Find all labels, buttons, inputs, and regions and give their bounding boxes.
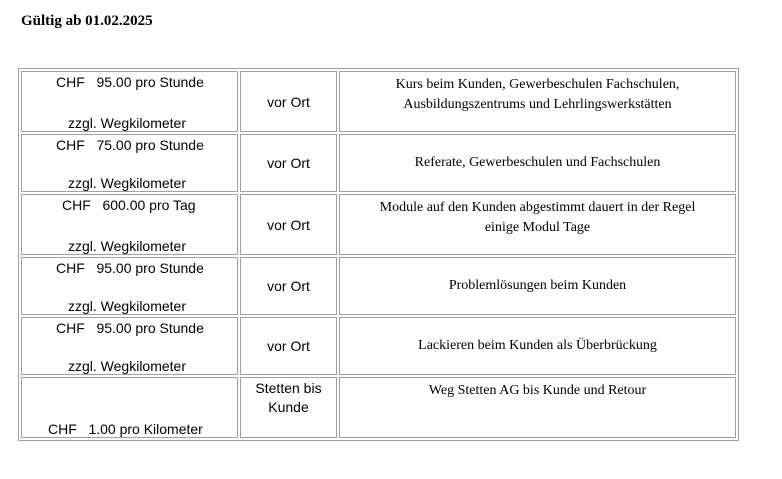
description-cell [339,134,736,192]
price-cell [21,377,238,438]
place-cell [240,71,337,132]
price-extra-text: zzgl. Wegkilometer [68,175,187,191]
price-extra-text: zzgl. Wegkilometer [68,238,187,254]
price-text: CHF 75.00 pro Stunde [56,137,204,153]
place-line: Kunde [268,399,309,415]
price-text: CHF 95.00 pro Stunde [56,320,204,336]
place-line: Stetten bis [255,380,322,396]
table-row [21,134,736,192]
description-cell [339,194,736,255]
place-cell [240,194,337,255]
price-cell [21,71,238,132]
price-cell [21,257,238,315]
price-cell [21,134,238,192]
description-cell [339,317,736,375]
description-cell [339,377,736,438]
table-row [21,317,736,375]
price-table [18,68,739,441]
place-cell [240,134,337,192]
place-cell [240,317,337,375]
description-line: einige Modul Tage [484,220,591,235]
description-line: Problemlösungen beim Kunden [448,278,627,293]
price-text: CHF 95.00 pro Stunde [56,74,204,90]
description-line: Kurs beim Kunden, Gewerbeschulen Fachschulen, [395,77,680,92]
page-heading: Gültig ab 01.02.2025 [21,13,153,29]
description-line: Weg Stetten AG bis Kunde und Retour [428,383,647,398]
price-extra-text: zzgl. Wegkilometer [68,358,187,374]
price-cell [21,317,238,375]
place-cell [240,377,337,438]
table-row [21,377,736,438]
place-text: vor Ort [267,155,310,171]
description-cell [339,71,736,132]
description-line: Module auf den Kunden abgestimmt dauert in der Regel [379,200,696,215]
price-text: CHF 1.00 pro Kilometer [48,421,203,437]
table-row [21,194,736,255]
table-row [21,71,736,132]
place-text: vor Ort [267,93,310,110]
description-cell [339,257,736,315]
description-line: Lackieren beim Kunden als Überbrückung [418,338,657,353]
place-text: vor Ort [267,216,310,233]
description-line: Referate, Gewerbeschulen und Fachschulen [414,155,661,170]
place-text: vor Ort [267,278,310,294]
table-row [21,257,736,315]
place-cell [240,257,337,315]
price-cell [21,194,238,255]
price-text: CHF 600.00 pro Tag [62,197,196,213]
price-extra-text: zzgl. Wegkilometer [68,115,187,131]
price-text: CHF 95.00 pro Stunde [56,260,204,276]
place-text: vor Ort [267,338,310,354]
description-line: Ausbildungszentrums und Lehrlingswerkstätten [403,97,672,112]
price-extra-text: zzgl. Wegkilometer [68,298,187,314]
